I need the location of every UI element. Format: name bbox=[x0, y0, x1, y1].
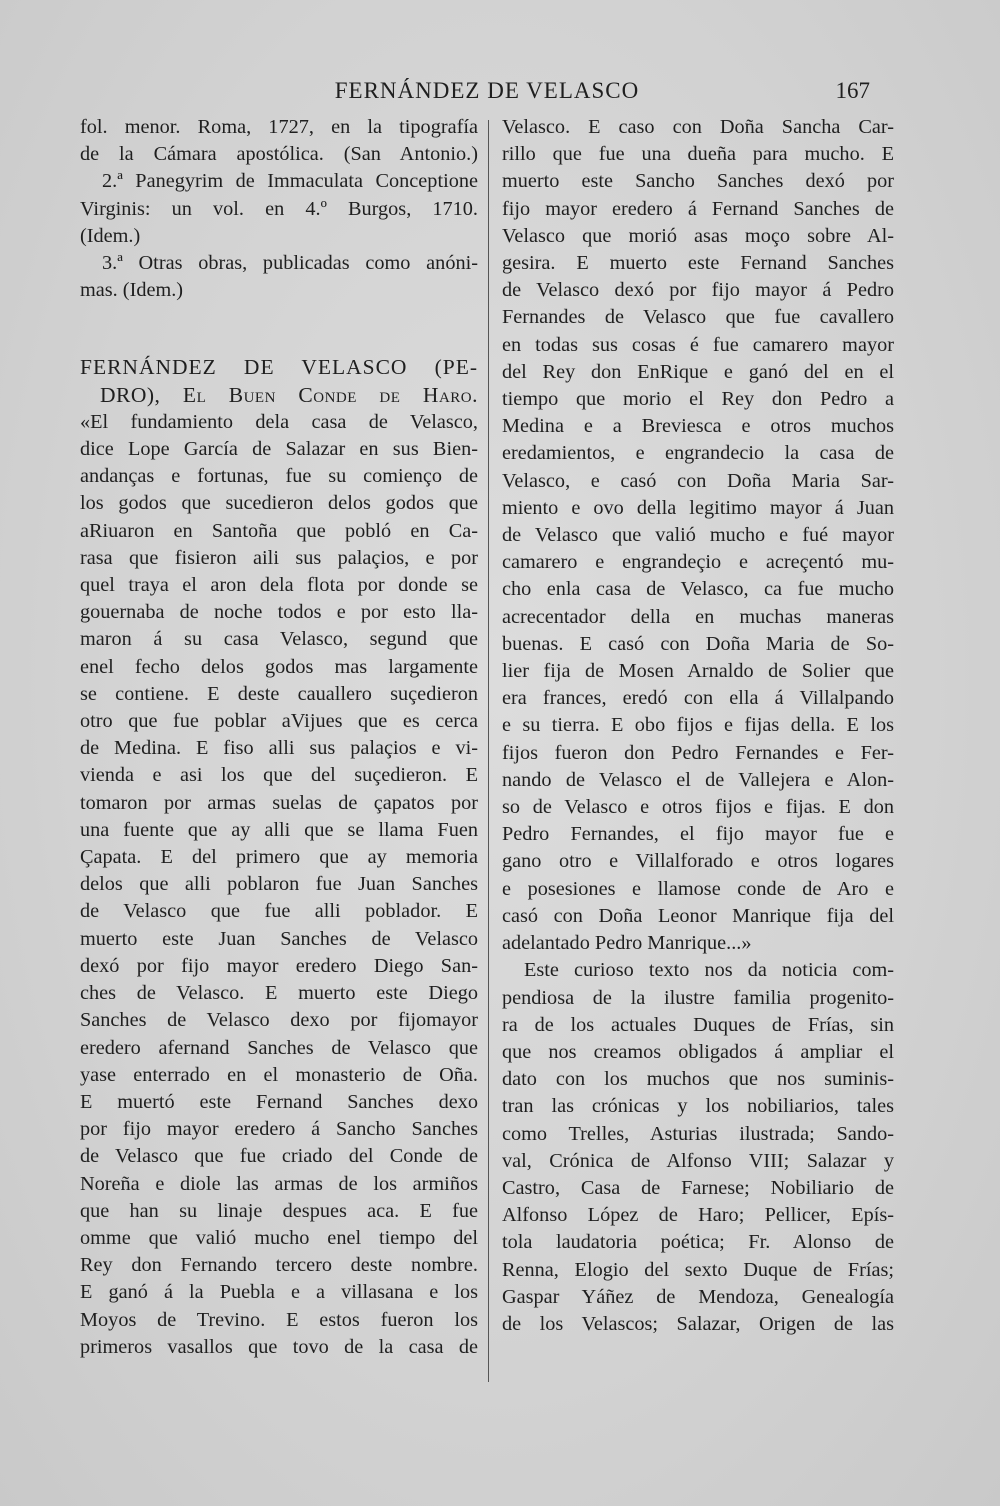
text-line: fijo mayor eredero á Fernand Sanches de bbox=[502, 197, 894, 220]
text-line: Moyos de Trevino. E estos fueron los bbox=[80, 1308, 478, 1331]
text-line: miento e ovo della legitimo mayor á Juan bbox=[502, 496, 894, 519]
text-line: dato con los muchos que nos suminis- bbox=[502, 1068, 894, 1091]
entry-heading-line-2: DRO), El Buen Conde de Haro. bbox=[100, 382, 478, 407]
text-line: omme que valió mucho enel tiempo del bbox=[80, 1226, 478, 1249]
text-line: casó con Doña Leonor Manrique fija del bbox=[502, 904, 894, 927]
text-line: so de Velasco e otros fijos e fijas. E don bbox=[502, 796, 894, 819]
text-line: Renna, Elogio del sexto Duque de Frías; bbox=[502, 1258, 894, 1281]
text-line: Velasco que morió asas moço sobre Al- bbox=[502, 224, 894, 247]
text-line: camarero e engrandeçio e acreçentó mu- bbox=[502, 551, 894, 574]
text-line: E muertó este Fernand Sanches dexo bbox=[80, 1090, 478, 1113]
text-line: que han su linaje despues aca. E fue bbox=[80, 1199, 478, 1222]
text-line: aRiuaron en Santoña que pobló en Ca- bbox=[80, 519, 478, 542]
right-body-lines bbox=[502, 114, 894, 1338]
text-line: E ganó á la Puebla e a villasana e los bbox=[80, 1281, 478, 1304]
section-gap bbox=[80, 304, 478, 354]
text-line: Virginis: un vol. en 4.º Burgos, 1710. bbox=[80, 197, 478, 220]
left-body-lines bbox=[80, 409, 478, 1361]
text-line: eredamientos, e engrandecio la casa de bbox=[502, 442, 894, 465]
text-line: e posesiones e llamose conde de Aro e bbox=[502, 877, 894, 900]
text-line: mas. (Idem.) bbox=[80, 279, 184, 302]
text-line: (Idem.) bbox=[80, 224, 141, 247]
text-line: Medina e a Breviesca e otros muchos bbox=[502, 415, 894, 438]
left-intro-lines bbox=[80, 114, 478, 304]
text-line: Este curioso texto nos da noticia com- bbox=[524, 959, 894, 982]
text-line: una fuente que ay alli que se llama Fuen bbox=[80, 818, 478, 841]
text-line: tiempo que morio el Rey don Pedro a bbox=[502, 388, 894, 411]
text-line: val, Crónica de Alfonso VIII; Salazar y bbox=[502, 1149, 894, 1172]
text-line: se contiene. E deste cauallero suçedieron bbox=[80, 682, 478, 705]
text-line: tran las crónicas y los nobiliarios, tales bbox=[502, 1095, 894, 1118]
text-line: fol. menor. Roma, 1727, en la tipografía bbox=[80, 116, 478, 138]
text-line: Sanches de Velasco dexo por fijomayor bbox=[80, 1009, 478, 1032]
text-line: gano otro e Villalforado e otros logares bbox=[502, 850, 894, 873]
text-line: muerto este Sancho Sanches dexó por bbox=[502, 170, 894, 193]
text-line: ches de Velasco. E muerto este Diego bbox=[80, 982, 478, 1005]
text-line: adelantado Pedro Manrique...» bbox=[502, 932, 752, 955]
text-line: vienda e asi los que del suçedieron. E bbox=[80, 764, 478, 787]
text-line: en todas sus cosas é fue camarero mayor bbox=[502, 333, 894, 356]
text-line: por fijo mayor eredero á Sancho Sanches bbox=[80, 1118, 478, 1141]
text-line: ra de los actuales Duques de Frías, sin bbox=[502, 1013, 894, 1036]
running-head bbox=[78, 78, 896, 110]
text-line: de Velasco que valió mucho e fué mayor bbox=[502, 524, 894, 547]
text-line: Castro, Casa de Farnese; Nobiliario de bbox=[502, 1176, 894, 1199]
page-number: 167 bbox=[835, 78, 870, 103]
text-line: quel traya el aron dela flota por donde se bbox=[80, 574, 478, 597]
text-line: del Rey don EnRique e ganó del en el bbox=[502, 360, 894, 383]
text-line: rillo que fue una dueña para mucho. E bbox=[502, 143, 894, 166]
text-line: eredero afernand Sanches de Velasco que bbox=[80, 1036, 478, 1059]
text-line: delos que alli poblaron fue Juan Sanches bbox=[80, 873, 478, 896]
text-line: Gaspar Yáñez de Mendoza, Genealogía bbox=[502, 1285, 894, 1308]
text-line: rasa que fisieron aili sus palaçios, e por bbox=[80, 546, 478, 569]
text-line: tola laudatoria poética; Fr. Alonso de bbox=[502, 1231, 894, 1254]
column-divider bbox=[488, 120, 489, 1382]
text-line: de los Velascos; Salazar, Origen de las bbox=[502, 1312, 894, 1335]
text-line: andanças e fortunas, fue su comienço de bbox=[80, 465, 478, 488]
text-line: Alfonso López de Haro; Pellicer, Epís- bbox=[502, 1204, 894, 1227]
text-line: dexó por fijo mayor eredero Diego San- bbox=[80, 954, 478, 977]
text-line: e su tierra. E obo fijos e fijas della. E los bbox=[502, 714, 894, 737]
text-line: Velasco, e casó con Doña Maria Sar- bbox=[502, 469, 894, 492]
right-column bbox=[502, 114, 894, 1338]
running-title: FERNÁNDEZ DE VELASCO bbox=[334, 78, 640, 103]
text-line: lier fija de Mosen Arnaldo de Solier que bbox=[502, 660, 894, 683]
text-line: era frances, eredó con ella á Villalpando bbox=[502, 687, 894, 710]
text-line: maron á su casa Velasco, segund que bbox=[80, 628, 478, 651]
text-line: los godos que sucedieron delos godos que bbox=[80, 492, 478, 515]
text-line: «El fundamiento dela casa de Velasco, bbox=[80, 410, 478, 433]
text-line: Noreña e diole las armas de los armiños bbox=[80, 1172, 478, 1195]
text-line: Çapata. E del primero que ay memoria bbox=[80, 846, 478, 869]
left-column bbox=[80, 114, 478, 1361]
text-line: gesira. E muerto este Fernand Sanches bbox=[502, 252, 894, 275]
text-line: primeros vasallos que tovo de la casa de bbox=[80, 1335, 478, 1358]
text-line: buenas. E casó con Doña Maria de So- bbox=[502, 632, 894, 655]
text-line: de la Cámara apostólica. (San Antonio.) bbox=[80, 143, 478, 166]
text-line: muerto este Juan Sanches de Velasco bbox=[80, 927, 478, 950]
text-line: como Trelles, Asturias ilustrada; Sando- bbox=[502, 1122, 894, 1145]
text-line: tomaron por armas suelas de çapatos por bbox=[80, 791, 478, 814]
text-line: pendiosa de la ilustre familia progenito- bbox=[502, 986, 894, 1009]
text-line: cho enla casa de Velasco, ca fue mucho bbox=[502, 578, 894, 601]
text-line: yase enterrado en el monasterio de Oña. bbox=[80, 1063, 478, 1086]
text-line: que nos creamos obligados á ampliar el bbox=[502, 1040, 894, 1063]
text-line: acrecentador della en muchas maneras bbox=[502, 605, 894, 628]
text-line: gouernaba de noche todos e por esto lla- bbox=[80, 601, 478, 624]
text-line: de Velasco que fue alli poblador. E bbox=[80, 900, 478, 923]
text-line: de Velasco que fue criado del Conde de bbox=[80, 1145, 478, 1168]
text-line: nando de Velasco el de Vallejera e Alon- bbox=[502, 768, 894, 791]
text-line: de Medina. E fiso alli sus palaçios e vi- bbox=[80, 737, 478, 760]
text-line: enel fecho delos godos mas largamente bbox=[80, 655, 478, 678]
text-line: 3.ª Otras obras, publicadas como anóni- bbox=[102, 252, 478, 275]
text-line: dice Lope García de Salazar en sus Bien- bbox=[80, 438, 478, 461]
text-line: Rey don Fernando tercero deste nombre. bbox=[80, 1254, 478, 1277]
text-line: Pedro Fernandes, el fijo mayor fue e bbox=[502, 823, 894, 846]
text-line: de Velasco dexó por fijo mayor á Pedro bbox=[502, 279, 894, 302]
text-line: otro que fue poblar aVijues que es cerca bbox=[80, 710, 478, 733]
text-line: Fernandes de Velasco que fue cavallero bbox=[502, 306, 894, 329]
text-line: Velasco. E caso con Doña Sancha Car- bbox=[502, 116, 894, 138]
text-line: fijos fueron don Pedro Fernandes e Fer- bbox=[502, 741, 894, 764]
text-line: 2.ª Panegyrim de Immaculata Conceptione bbox=[102, 170, 478, 193]
entry-heading-line-1: FERNÁNDEZ DE VELASCO (PE- bbox=[80, 355, 478, 380]
